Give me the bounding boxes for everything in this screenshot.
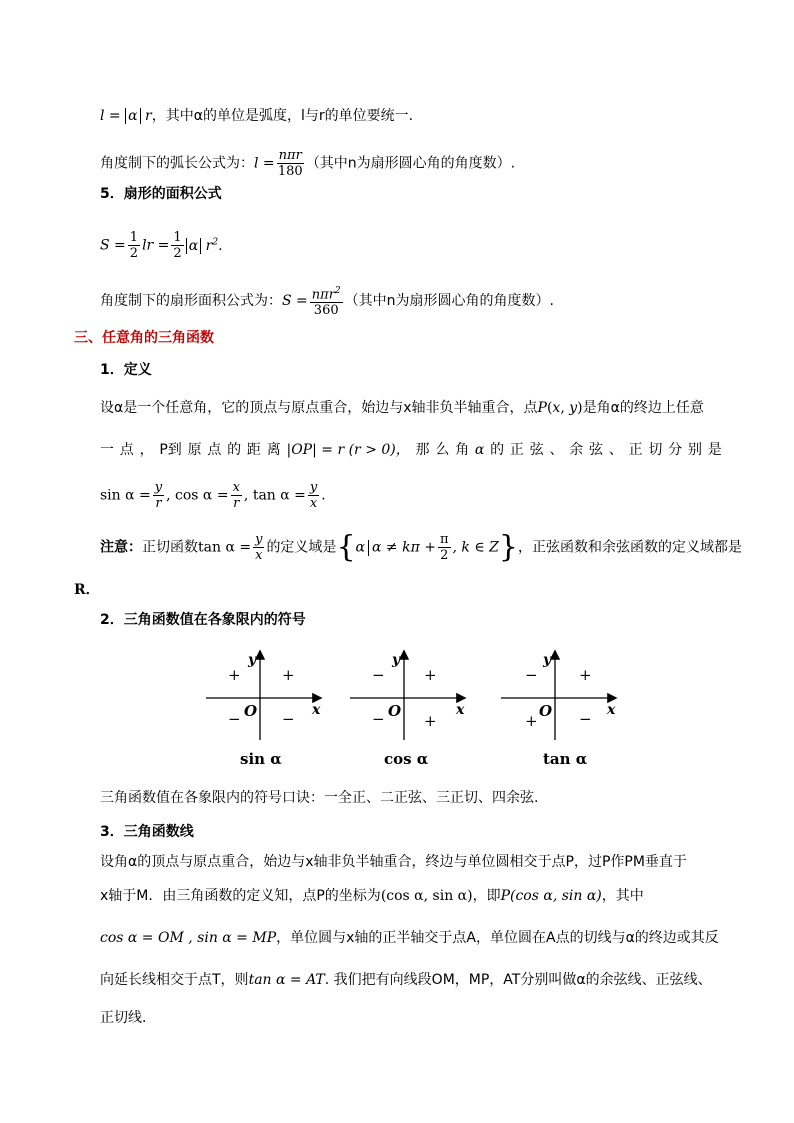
diagram-label: cos α bbox=[384, 750, 429, 768]
arc-degree-tail: （其中n为扇形圆心角的角度数）. bbox=[305, 155, 516, 172]
axis-y-label: y bbox=[392, 652, 401, 668]
note-r: R． bbox=[74, 582, 100, 598]
trig-lines-heading: 3．三角函数线 bbox=[100, 824, 194, 840]
q2-sign: − bbox=[372, 666, 385, 684]
area-degree-fraction: $\frac{n\pi r^2}{360}$ bbox=[311, 286, 341, 319]
quadrant-sign-diagrams bbox=[0, 646, 794, 786]
sign-mnemonic: 三角函数值在各象限内的符号口诀：一全正、二正弦、三正切、四余弦. bbox=[100, 790, 539, 806]
axis-y-label: y bbox=[543, 652, 552, 668]
q2-sign: − bbox=[525, 666, 538, 684]
axis-x-label: x bbox=[312, 702, 321, 718]
axis-x-label: x bbox=[456, 702, 465, 718]
trig-lines-p5: 正切线. bbox=[100, 1010, 147, 1026]
q1-sign: + bbox=[579, 666, 592, 684]
definition-heading: 1．定义 bbox=[100, 362, 152, 378]
origin-label: O bbox=[539, 702, 553, 720]
diagram-sin bbox=[206, 652, 321, 768]
trig-lines-p3: cos α = OM , sin α = MP，单位圆与x轴的正半轴交于点A，单位圆在A点的切线与α的终边或其反 bbox=[100, 930, 719, 946]
q3-sign: − bbox=[228, 710, 241, 728]
diagram-label: sin α bbox=[240, 750, 282, 768]
arc-formula-line bbox=[100, 106, 413, 126]
diagram-cos bbox=[350, 652, 465, 768]
diagram-label: tan α bbox=[543, 750, 588, 768]
trig-lines-p2: x轴于M．由三角函数的定义知，点P的坐标为(cos α, sin α)，即P(cos α, sin α)，其中 bbox=[100, 888, 644, 904]
axis-x-label: x bbox=[607, 702, 616, 718]
q4-sign: − bbox=[579, 710, 592, 728]
definition-line-2: 一 点 ， P到 原 点 的 距 离 |OP| = r (r > 0)， 那 么 角 α 的 正 弦 、 余 弦 、 正 切 分 别 是 bbox=[100, 442, 722, 458]
arc-degree-line: 角度制下的弧长公式为：l = $\frac{\text{nπr}}{180}$ （其中n为扇形圆心角的角度数）. bbox=[100, 148, 516, 179]
arc-degree-prefix: 角度制下的弧长公式为： bbox=[100, 155, 254, 172]
area-heading: 5．扇形的面积公式 bbox=[100, 186, 222, 202]
note-line: 注意：正切函数tan α = $\frac{y}{x}$ 的定义域是{α α ≠ kπ + $\frac{\pi}{2}$ , k ∈ Z}，正弦函数和余弦函数的定义域都是 bbox=[100, 529, 742, 565]
origin-label: O bbox=[244, 702, 258, 720]
origin-label: O bbox=[388, 702, 402, 720]
q1-sign: + bbox=[282, 666, 295, 684]
definition-formulas: sin α = $\frac{y}{r}$ , cos α = $\frac{x}{r}$ , tan α = $\frac{y}{x}$ . bbox=[100, 480, 326, 511]
trig-lines-p4: 向延长线相交于点T，则tan α = AT. 我们把有向线段OM，MP，AT分别叫做α的余弦线、正弦线、 bbox=[100, 972, 712, 988]
signs-heading: 2．三角函数值在各象限内的符号 bbox=[100, 612, 306, 628]
area-degree-tail: （其中n为扇形圆心角的角度数）. bbox=[344, 293, 554, 310]
axis-y-label: y bbox=[248, 652, 257, 668]
q3-sign: − bbox=[372, 710, 385, 728]
q4-sign: + bbox=[424, 712, 437, 730]
q3-sign: + bbox=[525, 712, 538, 730]
q1-sign: + bbox=[424, 666, 437, 684]
q4-sign: − bbox=[282, 710, 295, 728]
arc-degree-fraction: $\frac{\text{nπr}}{180}$ bbox=[277, 148, 303, 179]
definition-line-1: 设α是一个任意角，它的顶点与原点重合，始边与x轴非负半轴重合，点P(x, y)是角α的终边上任意 bbox=[100, 400, 704, 416]
section-heading-trig: 三、任意角的三角函数 bbox=[74, 330, 214, 346]
area-formula-line: S = $\frac{1}{2}$ lr = $\frac{1}{2}$ α $r^2$. bbox=[100, 230, 223, 261]
trig-lines-p1: 设角α的顶点与原点重合，始边与x轴非负半轴重合，终边与单位圆相交于点P，过P作PM垂直于 bbox=[100, 854, 687, 870]
arc-formula-tail: ，其中α的单位是弧度，l与r的单位要统一. bbox=[151, 108, 414, 124]
area-degree-prefix: 角度制下的扇形面积公式为： bbox=[100, 293, 282, 310]
arc-formula-math: l = α r bbox=[100, 108, 152, 124]
area-degree-line: 角度制下的扇形面积公式为：S = $\frac{n\pi r^2}{360}$ （其中n为扇形圆心角的角度数）. bbox=[100, 286, 554, 319]
note-label: 注意： bbox=[100, 539, 142, 556]
q2-sign: + bbox=[228, 666, 241, 684]
diagram-tan bbox=[501, 652, 616, 768]
